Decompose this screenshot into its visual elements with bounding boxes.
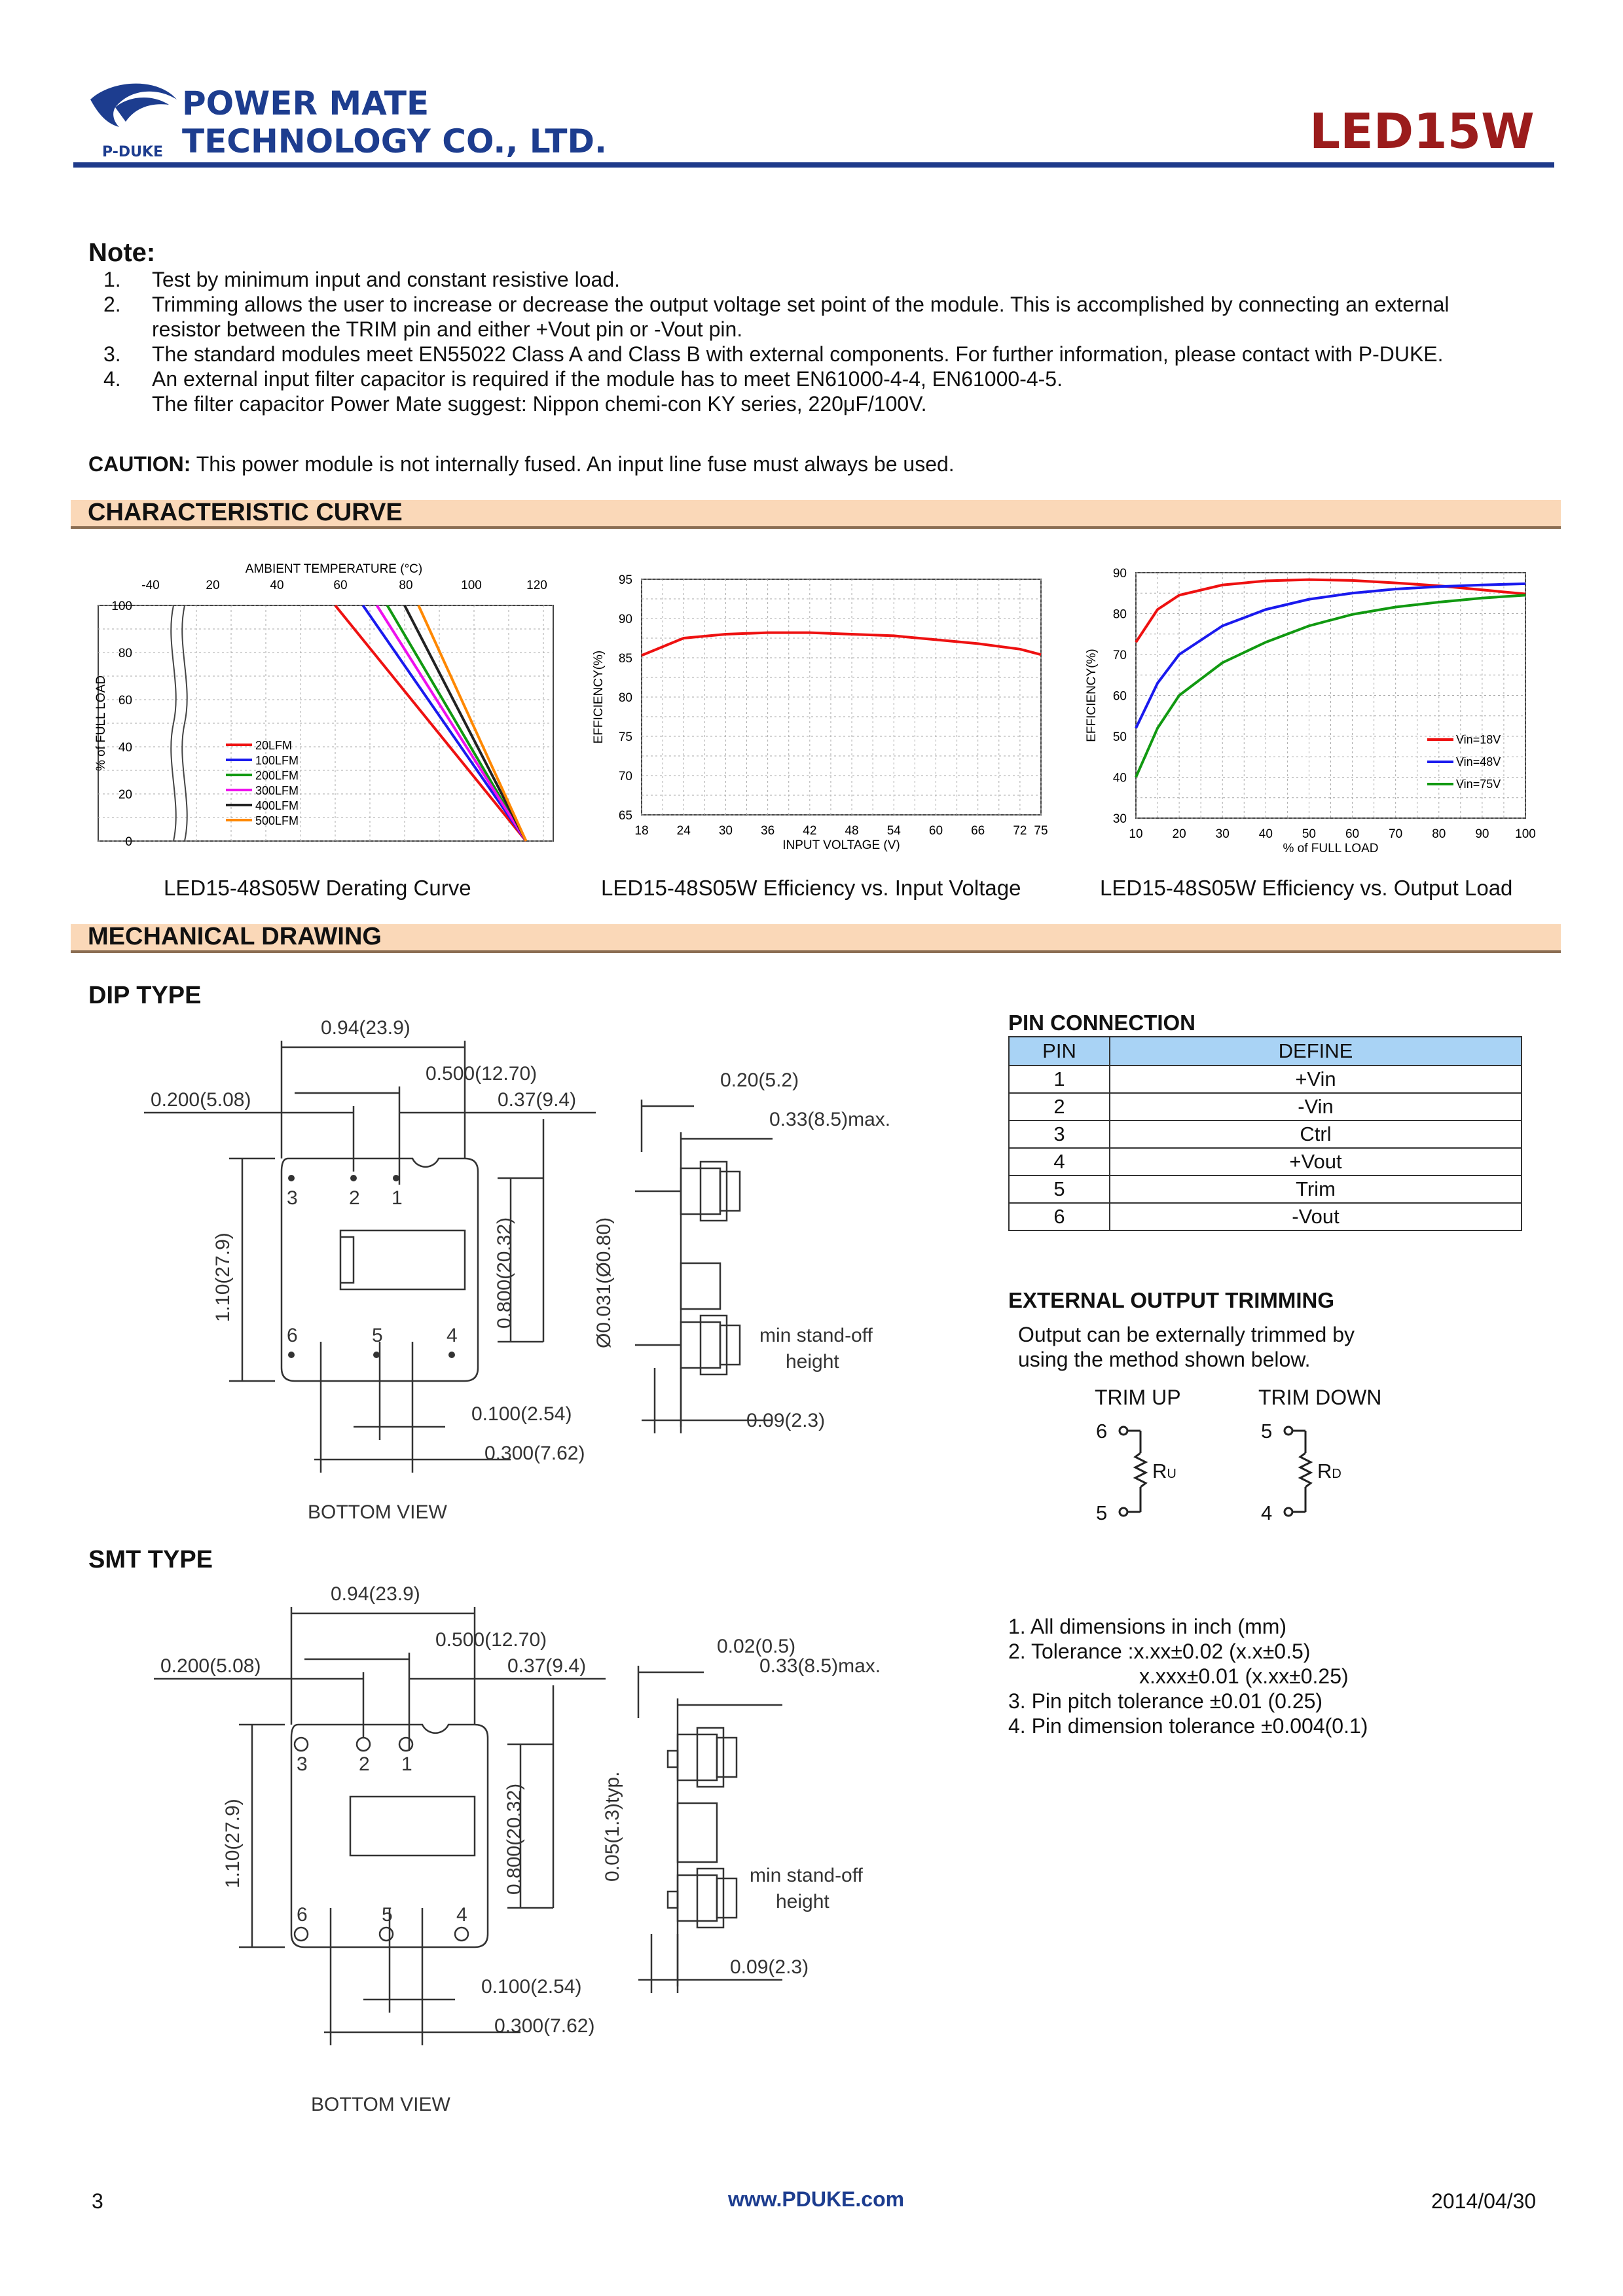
smt-dim-width: 0.94(23.9) bbox=[331, 1583, 420, 1605]
note-line: An external input filter capacitor is required if the module has to meet EN61000-4-4, EN61000-4-5. bbox=[152, 367, 1063, 391]
tolerance-notes bbox=[1008, 1614, 1368, 1738]
derating-x-label: AMBIENT TEMPERATURE (°C) bbox=[245, 562, 423, 576]
note-text bbox=[152, 367, 1063, 416]
caution-label: CAUTION: bbox=[88, 452, 191, 476]
eff-load-x-tick: 30 bbox=[1215, 827, 1230, 841]
eff-load-legend-label: Vin=75V bbox=[1456, 778, 1501, 791]
dip-dim-pin-offset: 0.37(9.4) bbox=[498, 1089, 577, 1111]
eff-load-x-tick: 50 bbox=[1302, 827, 1317, 841]
trim-up-bottom-pin: 5 bbox=[1096, 1501, 1108, 1524]
pin-cell: 4 bbox=[1009, 1148, 1110, 1175]
dip-dim-side-top: 0.20(5.2) bbox=[720, 1069, 799, 1091]
derating-x-tick: 80 bbox=[399, 579, 413, 592]
trimming-title: EXTERNAL OUTPUT TRIMMING bbox=[1008, 1288, 1335, 1312]
smt-pin-5: 5 bbox=[382, 1904, 393, 1926]
eff-load-y-tick: 30 bbox=[1112, 812, 1127, 826]
eff-input-x-tick: 36 bbox=[761, 824, 775, 838]
eff-input-x-tick: 24 bbox=[676, 824, 691, 838]
smt-dim-height: 1.10(27.9) bbox=[222, 1799, 244, 1888]
derating-y-tick: 60 bbox=[118, 694, 132, 708]
dip-dim-pin-span: 0.800(20.32) bbox=[494, 1217, 515, 1329]
pin-connection-title: PIN CONNECTION bbox=[1008, 1011, 1196, 1035]
trim-up-top-pin: 6 bbox=[1096, 1420, 1108, 1443]
note-item bbox=[103, 367, 1544, 416]
smt-standoff-label-2: height bbox=[776, 1891, 830, 1912]
note-text: The standard modules meet EN55022 Class A and Class B with external components. For further information, please contact with P-DUKE. bbox=[152, 342, 1444, 366]
eff-input-x-tick: 18 bbox=[634, 824, 649, 838]
smt-dim-pin-span: 0.800(20.32) bbox=[503, 1783, 525, 1895]
dip-pin-6: 6 bbox=[287, 1325, 298, 1346]
eff-input-y-tick: 70 bbox=[618, 770, 632, 783]
note-line: Trimming allows the user to increase or decrease the output voltage set point of the module. This is accomplished by connecting an external bbox=[152, 293, 1450, 316]
dip-dim-pitch3: 0.300(7.62) bbox=[484, 1443, 585, 1464]
dip-standoff-label-2: height bbox=[786, 1351, 839, 1372]
table-row bbox=[1009, 1121, 1522, 1148]
footer-date: 2014/04/30 bbox=[1431, 2189, 1537, 2213]
derating-series-300LFM bbox=[377, 605, 526, 841]
smt-dim-left: 0.200(5.08) bbox=[160, 1655, 261, 1677]
derating-legend-label: 300LFM bbox=[255, 784, 299, 797]
pin-cell: 5 bbox=[1009, 1175, 1110, 1203]
pin-cell: 3 bbox=[1009, 1121, 1110, 1148]
smt-bottom-view: BOTTOM VIEW bbox=[311, 2094, 450, 2115]
dip-dim-standoff: 0.09(2.3) bbox=[746, 1410, 826, 1431]
note-number: 2. bbox=[103, 293, 121, 316]
eff-load-legend-label: Vin=48V bbox=[1456, 755, 1501, 768]
pin-cell: 1 bbox=[1009, 1066, 1110, 1093]
eff-load-x-tick: 90 bbox=[1475, 827, 1489, 841]
caption-derating: LED15-48S05W Derating Curve bbox=[164, 876, 471, 900]
smt-dim-side-top: 0.02(0.5) bbox=[717, 1636, 796, 1657]
table-row bbox=[1009, 1203, 1522, 1230]
define-cell: -Vin bbox=[1110, 1093, 1522, 1121]
smt-pin-3: 3 bbox=[297, 1753, 308, 1775]
eff-load-x-tick: 70 bbox=[1389, 827, 1403, 841]
eff-input-y-tick: 80 bbox=[618, 691, 632, 705]
dip-dim-side-max: 0.33(8.5)max. bbox=[769, 1109, 891, 1130]
note-number: 3. bbox=[103, 342, 121, 366]
define-cell: Trim bbox=[1110, 1175, 1522, 1203]
note-line: The filter capacitor Power Mate suggest: Nippon chemi-con KY series, 220μF/100V. bbox=[152, 392, 927, 416]
smt-dim-pin-offset: 0.37(9.4) bbox=[507, 1655, 587, 1677]
note-text: Test by minimum input and constant resistive load. bbox=[152, 268, 620, 291]
derating-y-tick: 20 bbox=[118, 788, 132, 802]
derating-chart bbox=[94, 562, 553, 849]
dip-type-title: DIP TYPE bbox=[88, 982, 202, 1009]
eff-load-y-tick: 80 bbox=[1112, 607, 1127, 622]
define-cell: Ctrl bbox=[1110, 1121, 1522, 1148]
table-row bbox=[1009, 1175, 1522, 1203]
eff-input-y-tick: 75 bbox=[618, 730, 632, 744]
eff-input-x-tick: 54 bbox=[886, 824, 901, 838]
note-line: resistor between the TRIM pin and either +Vout pin or -Vout pin. bbox=[152, 317, 743, 341]
derating-x-tick: 60 bbox=[333, 579, 348, 592]
notes-title: Note: bbox=[88, 238, 156, 267]
logo-text: P-DUKE bbox=[102, 144, 164, 160]
company-name-line2: TECHNOLOGY CO., LTD. bbox=[182, 122, 607, 160]
derating-y-label: % of FULL LOAD bbox=[94, 675, 108, 772]
header-divider bbox=[73, 162, 1554, 168]
eff-load-x-tick: 60 bbox=[1345, 827, 1360, 841]
smt-pin-2: 2 bbox=[359, 1753, 370, 1775]
trim-down-bottom-pin: 4 bbox=[1261, 1501, 1273, 1524]
note-text bbox=[152, 292, 1450, 342]
dip-dim-pitch1: 0.100(2.54) bbox=[471, 1403, 572, 1425]
eff-input-x-tick: 48 bbox=[845, 824, 859, 838]
note-item bbox=[103, 342, 1544, 367]
section-title-mechanical: MECHANICAL DRAWING bbox=[88, 923, 382, 950]
smt-dim-pitch1: 0.100(2.54) bbox=[481, 1976, 582, 1998]
resistor-ru: RU bbox=[1152, 1460, 1176, 1482]
derating-legend-label: 400LFM bbox=[255, 799, 299, 812]
smt-dim-pin-len: 0.05(1.3)typ. bbox=[602, 1771, 623, 1882]
derating-series-200LFM bbox=[388, 605, 526, 841]
smt-pin-1: 1 bbox=[401, 1753, 412, 1775]
smt-pin-6: 6 bbox=[297, 1904, 308, 1926]
trimming-desc-1: Output can be externally trimmed by bbox=[1018, 1323, 1355, 1346]
trim-down-top-pin: 5 bbox=[1261, 1420, 1273, 1443]
derating-legend-label: 100LFM bbox=[255, 754, 299, 767]
define-cell: +Vin bbox=[1110, 1066, 1522, 1093]
table-row bbox=[1009, 1066, 1522, 1093]
dip-dim-width: 0.94(23.9) bbox=[321, 1017, 410, 1039]
eff-load-y-tick: 40 bbox=[1112, 771, 1127, 785]
eff-load-x-tick: 80 bbox=[1432, 827, 1446, 841]
trim-down-label: TRIM DOWN bbox=[1258, 1386, 1382, 1409]
footer-url[interactable]: www.PDUKE.com bbox=[728, 2187, 905, 2211]
dip-label-rect bbox=[340, 1230, 465, 1289]
dip-pin-4: 4 bbox=[447, 1325, 458, 1346]
table-header-row bbox=[1009, 1037, 1522, 1066]
eff-load-y-tick: 60 bbox=[1112, 689, 1127, 704]
eff-load-y-tick: 50 bbox=[1112, 730, 1127, 744]
tolerance-line: 2. Tolerance :x.xx±0.02 (x.x±0.5) bbox=[1008, 1640, 1311, 1663]
notes-list bbox=[103, 267, 1544, 416]
eff-input-x-tick: 72 bbox=[1013, 824, 1027, 838]
caution bbox=[88, 452, 955, 476]
smt-dim-side-max: 0.33(8.5)max. bbox=[759, 1655, 881, 1677]
derating-legend-label: 500LFM bbox=[255, 814, 299, 827]
smt-pin-4: 4 bbox=[456, 1904, 467, 1926]
dip-pin-5: 5 bbox=[372, 1325, 383, 1346]
dip-standoff-label-1: min stand-off bbox=[759, 1325, 873, 1346]
efficiency-vs-load-chart bbox=[1085, 567, 1536, 855]
note-number: 1. bbox=[103, 268, 121, 291]
eff-load-series-Vin=75V bbox=[1136, 595, 1525, 777]
note-number: 4. bbox=[103, 367, 121, 391]
trimming-diagram bbox=[1087, 1414, 1414, 1538]
trimming-desc-2: using the method shown below. bbox=[1018, 1348, 1311, 1371]
smt-dim-pitch3: 0.300(7.62) bbox=[494, 2015, 595, 2037]
pin-cell: 6 bbox=[1009, 1203, 1110, 1230]
smt-dim-pitch2: 0.500(12.70) bbox=[435, 1629, 547, 1651]
tolerance-line: x.xxx±0.01 (x.xx±0.25) bbox=[1139, 1664, 1349, 1688]
eff-load-x-tick: 100 bbox=[1515, 827, 1536, 841]
define-column-header: DEFINE bbox=[1110, 1037, 1522, 1066]
eff-load-x-tick: 10 bbox=[1129, 827, 1143, 841]
derating-x-tick: 40 bbox=[270, 579, 284, 592]
eff-load-y-tick: 70 bbox=[1112, 649, 1127, 662]
eff-input-y-tick: 65 bbox=[618, 809, 632, 823]
eff-input-x-tick: 30 bbox=[718, 824, 733, 838]
smt-drawing bbox=[154, 1568, 959, 2130]
dip-bottom-view: BOTTOM VIEW bbox=[308, 1501, 447, 1523]
derating-y-tick: 100 bbox=[111, 600, 132, 613]
caption-eff-input: LED15-48S05W Efficiency vs. Input Voltage bbox=[601, 876, 1021, 900]
derating-x-tick: 20 bbox=[206, 579, 220, 592]
tolerance-line: 4. Pin dimension tolerance ±0.004(0.1) bbox=[1008, 1714, 1368, 1738]
derating-x-tick: 120 bbox=[526, 579, 547, 592]
trim-up-label: TRIM UP bbox=[1095, 1386, 1181, 1409]
pin-cell: 2 bbox=[1009, 1093, 1110, 1121]
eff-input-y-tick: 85 bbox=[618, 652, 632, 666]
page-number: 3 bbox=[92, 2189, 103, 2213]
table-row bbox=[1009, 1148, 1522, 1175]
eff-input-x-label: INPUT VOLTAGE (V) bbox=[782, 838, 900, 852]
smt-type-title: SMT TYPE bbox=[88, 1546, 213, 1573]
eff-input-x-tick: 75 bbox=[1034, 824, 1048, 838]
dip-dim-pitch2: 0.500(12.70) bbox=[426, 1063, 538, 1085]
derating-x-tick: 100 bbox=[461, 579, 482, 592]
company-name-line1: POWER MATE bbox=[182, 84, 429, 122]
derating-legend-label: 200LFM bbox=[255, 769, 299, 782]
eff-load-x-tick: 20 bbox=[1172, 827, 1186, 841]
note-item bbox=[103, 267, 1544, 292]
dip-pin-2: 2 bbox=[349, 1187, 360, 1209]
resistor-rd: RD bbox=[1317, 1460, 1341, 1482]
derating-y-tick: 40 bbox=[118, 741, 132, 755]
pin-column-header: PIN bbox=[1009, 1037, 1110, 1066]
tolerance-line: 3. Pin pitch tolerance ±0.01 (0.25) bbox=[1008, 1689, 1323, 1713]
eff-load-y-tick: 90 bbox=[1112, 567, 1127, 581]
caption-eff-load: LED15-48S05W Efficiency vs. Output Load bbox=[1100, 876, 1513, 900]
caution-text: This power module is not internally fused. An input line fuse must always be used. bbox=[191, 452, 955, 476]
eff-load-x-label: % of FULL LOAD bbox=[1283, 842, 1379, 855]
tolerance-line: 1. All dimensions in inch (mm) bbox=[1008, 1615, 1287, 1638]
eff-input-y-label: EFFICIENCY(%) bbox=[592, 650, 606, 744]
smt-label-rect bbox=[350, 1797, 475, 1856]
derating-y-tick: 0 bbox=[125, 835, 132, 849]
model-title: LED15W bbox=[1309, 103, 1535, 160]
eff-input-y-tick: 95 bbox=[618, 573, 632, 587]
dip-pin-1: 1 bbox=[392, 1187, 403, 1209]
define-cell: -Vout bbox=[1110, 1203, 1522, 1230]
dip-dim-height: 1.10(27.9) bbox=[212, 1232, 234, 1322]
smt-standoff-label-1: min stand-off bbox=[750, 1865, 863, 1886]
eff-input-x-tick: 60 bbox=[928, 824, 943, 838]
derating-x-tick: -40 bbox=[141, 579, 160, 592]
eff-load-x-tick: 40 bbox=[1258, 827, 1273, 841]
dip-dim-left: 0.200(5.08) bbox=[151, 1089, 251, 1111]
eff-input-series-line bbox=[642, 633, 1041, 656]
eff-load-legend-label: Vin=18V bbox=[1456, 733, 1501, 746]
define-cell: +Vout bbox=[1110, 1148, 1522, 1175]
dip-pin-3: 3 bbox=[287, 1187, 298, 1209]
eff-input-y-tick: 90 bbox=[618, 613, 632, 626]
pin-connection-table bbox=[1008, 1036, 1522, 1231]
note-item bbox=[103, 292, 1544, 342]
eff-input-x-tick: 42 bbox=[803, 824, 817, 838]
table-row bbox=[1009, 1093, 1522, 1121]
dip-drawing bbox=[144, 1001, 949, 1538]
company-logo bbox=[85, 73, 182, 145]
derating-y-tick: 80 bbox=[118, 647, 132, 660]
efficiency-vs-input-chart bbox=[592, 573, 1048, 852]
derating-legend-label: 20LFM bbox=[255, 739, 293, 752]
dip-dim-pin-dia: Ø0.031(Ø0.80) bbox=[593, 1217, 615, 1348]
eff-input-x-tick: 66 bbox=[971, 824, 985, 838]
section-title-characteristic: CHARACTERISTIC CURVE bbox=[88, 499, 403, 526]
smt-dim-standoff: 0.09(2.3) bbox=[730, 1956, 809, 1978]
eff-load-y-label: EFFICIENCY(%) bbox=[1085, 649, 1099, 742]
charts-area bbox=[85, 550, 1552, 864]
